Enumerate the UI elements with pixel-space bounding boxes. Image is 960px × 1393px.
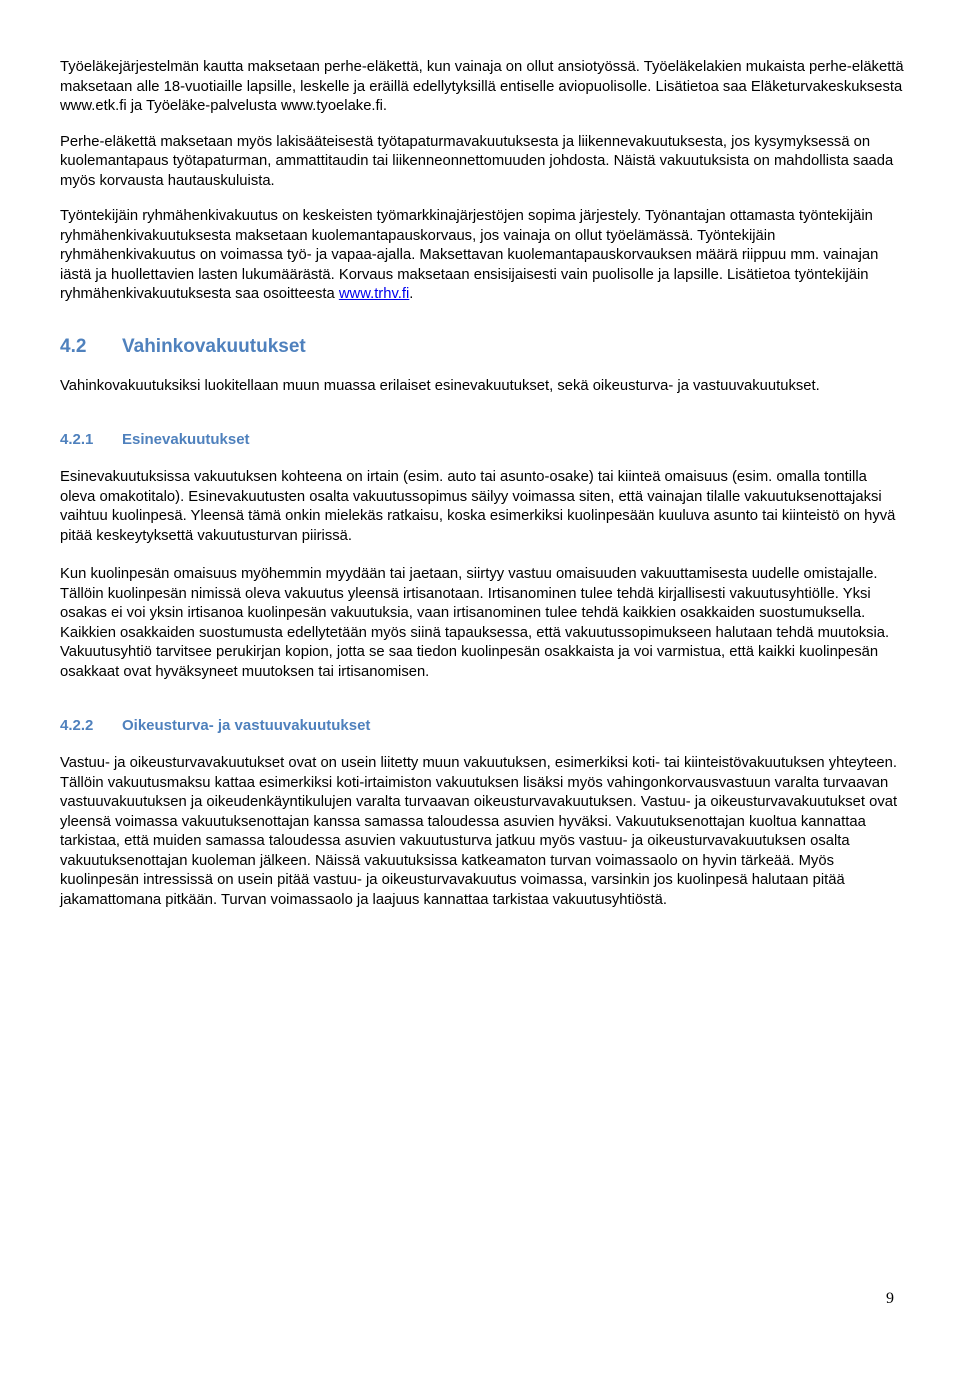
page-content	[60, 58, 905, 910]
paragraph-group-life-insurance	[60, 207, 905, 305]
heading-number: 4.2.1	[60, 431, 94, 448]
heading-title: Oikeusturva- ja vastuuvakuutukset	[122, 717, 371, 734]
heading-esinevakuutukset	[60, 430, 905, 450]
page-number: 9	[886, 1290, 894, 1307]
heading-title: Vahinkovakuutukset	[122, 335, 306, 357]
group-life-text: Työntekijäin ryhmähenkivakuutus on keskeisten työmarkkinajärjestöjen sopima järjestely. Työnantajan ottamasta työntekijäin ryhmähenkivakuutuksesta maksetaan kuolemantapauskorvaus, jos vainaja on ollut työelämässä. Työntekijäin ryhmähenkivakuutus on voimassa työ- ja vapaa-ajalla. Maksettavan kuolemantapauskorvauksen määrä riippuu mm. vainajan iästä ja huollettavien lasten lukumäärästä. Korvaus maksetaan ensisijaisesti vain puolisolle ja lapsille. Lisätietoa työntekijäin ryhmähenkivakuutuksesta saa osoitteesta	[60, 208, 879, 302]
heading-vahinkovakuutukset	[60, 335, 905, 359]
group-life-end: .	[409, 286, 414, 302]
paragraph-employment-pension: Työeläkejärjestelmän kautta maksetaan perhe-eläkettä, kun vainaja on ollut ansiotyössä. Työeläkelakien mukaista perhe-eläkettä maksetaan alle 18-vuotiaille lapsille, leskelle ja eräillä edellytyksillä entiselle aviopuolisolle. Lisätietoa saa Eläketurvakeskuksesta www.etk.fi ja Työeläke-palvelusta www.tyoelake.fi.	[60, 59, 904, 114]
heading-number: 4.2	[60, 335, 87, 357]
paragraph-accident-insurance: Perhe-eläkettä maksetaan myös lakisääteisestä työtapaturmavakuutuksesta ja liikennevakuutuksesta, jos kysymyksessä on kuolemantapaus työtapaturman, ammattitaudin tai liikenneonnettomuuden johdosta. Näistä vakuutuksista on mahdollista saada myös korvausta hautauskuluista.	[60, 133, 894, 189]
heading-title: Esinevakuutukset	[122, 431, 250, 448]
trhv-link[interactable]: www.trhv.fi	[338, 286, 410, 302]
paragraph-damage-insurance-intro: Vahinkovakuutuksiksi luokitellaan muun muassa erilaiset esinevakuutukset, sekä oikeusturva- ja vastuuvakuutukset.	[60, 377, 820, 394]
paragraph-estate-property-sale: Kun kuolinpesän omaisuus myöhemmin myydään tai jaetaan, siirtyy vastuu omaisuuden vakuuttamisesta uudelle omistajalle. Tällöin kuolinpesän nimissä oleva vakuutus yleensä irtisanotaan. Irtisanominen tulee tehdä kirjallisesti vakuutusyhtiölle. Yksi osakas ei voi yksin irtisanoa kuolinpesän vakuutuksia, vaan irtisanominen tulee tehdä kaikkien osakkaiden suostumuksella. Kaikkien osakkaiden suostumusta edellytetään myös siinä tapauksessa, että vakuutussopimukseen halutaan tehdä muutoksia. Vakuutusyhtiö tarvitsee perukirjan kopion, jotta se saa tiedon kuolinpesän osakkaista ja voi varmistua, että kaikki kuolinpesän osakkaat ovat hyväksyneet muutoksen tai irtisanomisen.	[60, 566, 890, 680]
paragraph-property-insurance: Esinevakuutuksissa vakuutuksen kohteena on irtain (esim. auto tai asunto-osake) tai kiinteä omaisuus (esim. omalla tontilla oleva omakotitalo). Esinevakuutusten osalta vakuutussopimus säilyy voimassa siten, että vainajan tilalle vakuutuksenottajaksi vaihtuu kuolinpesä. Yleensä tämä onkin mielekäs ratkaisu, koska esimerkiksi kuolinpesään kuuluva asunto tai kiinteistö on hyvä pitää keskeytyksettä vakuutusturvan piirissä.	[60, 469, 896, 544]
heading-number: 4.2.2	[60, 717, 94, 734]
paragraph-liability-legal-insurance: Vastuu- ja oikeusturvavakuutukset ovat on usein liitetty muun vakuutuksen, esimerkiksi koti- tai kiinteistövakuutuksen yhteyteen. Tällöin vakuutusmaksu kattaa esimerkiksi koti-irtaimiston vakuutuksen lisäksi myös vahingonkorvausvastuun varalta turvaavan vastuuvakuutuksen ja oikeudenkäyntikulujen varalta turvaavan oikeusturvavakuutuksen. Vastuu- ja oikeusturvavakuutukset ovat yleensä voimassa vakuutuksenottajan kanssa samassa taloudessa asuvien hyväksi. Vakuutuksenottajan kuoltua kannattaa tarkistaa, että muiden samassa taloudessa asuvien vakuutusturva jatkuu myös vastuu- ja oikeusturvavakuutuksen osalta vakuutuksenottajan kuoleman jälkeen. Näissä vakuutuksissa katkeamaton turvan voimassaolo on hyvin tärkeää. Myös kuolinpesän intressissä on usein pitää vastuu- ja oikeusturvavakuutus voimassa, varsinkin jos kuolinpesä halutaan pitää jakamattomana pitkään. Turvan voimassaolo ja laajuus kannattaa tarkistaa vakuutusyhtiöstä.	[60, 755, 898, 908]
heading-oikeusturva-vastuu	[60, 716, 905, 736]
